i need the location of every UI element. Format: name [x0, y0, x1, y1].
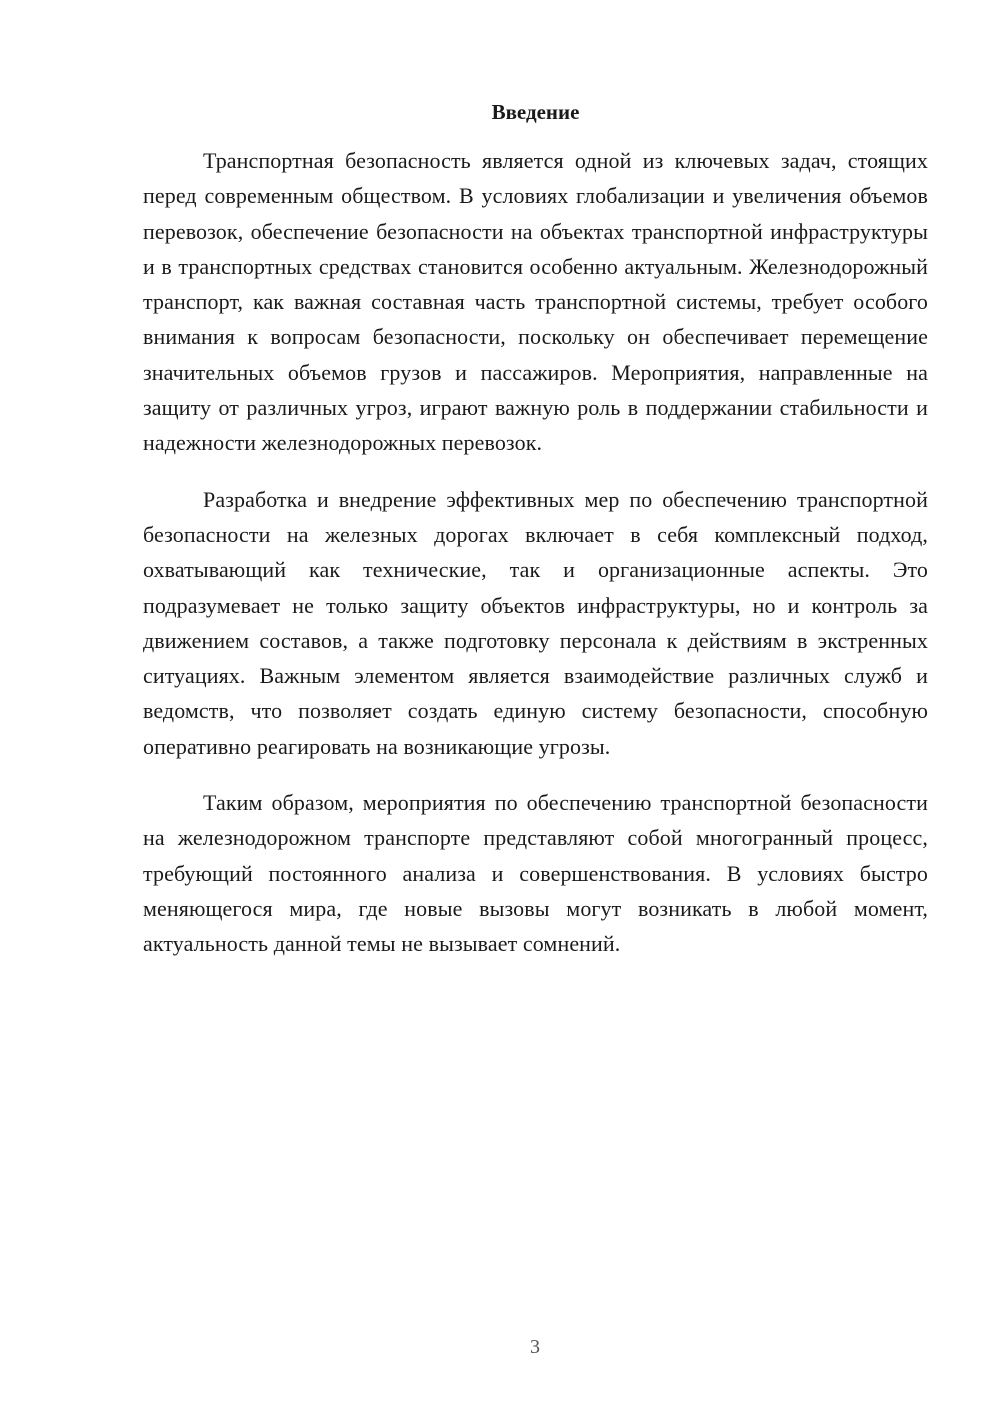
- paragraph-2: Разработка и внедрение эффективных мер по обеспечению транспортной безопасности на железных дорогах включает в себя комплексный подход, охватывающий как технические, так и организационные аспекты. Это подразумевает не только защиту объектов инфраструктуры, но и контроль за движением составов, а также подготовку персонала к действиям в экстренных ситуациях. Важным элементом является взаимодействие различных служб и ведомств, что позволяет создать единую систему безопасности, способную оперативно реагировать на возникающие угрозы.: [143, 486, 928, 759]
- paragraph-3: Таким образом, мероприятия по обеспечению транспортной безопасности на железнодорожном транспорте представляют собой многогранный процесс, требующий постоянного анализа и совершенствования. В условиях быстро меняющегося мира, где новые вызовы могут возникать в любой момент, актуальность данной темы не вызывает сомнений.: [143, 790, 928, 957]
- paragraph-1: Транспортная безопасность является одной из ключевых задач, стоящих перед современным обществом. В условиях глобализации и увеличения объемов перевозок, обеспечение безопасности на объектах транспортной инфраструктуры и в транспортных средствах становится особенно актуальным. Железнодорожный транспорт, как важная составная часть транспортной системы, требует особого внимания к вопросам безопасности, поскольку он обеспечивает перемещение значительных объемов грузов и пассажиров. Мероприятия, направленные на защиту от различных угроз, играют важную роль в поддержании стабильности и надежности железнодорожных перевозок.: [143, 148, 928, 456]
- page-number: 3: [530, 1336, 540, 1358]
- section-heading: Введение: [491, 100, 580, 124]
- body-text: [143, 143, 928, 983]
